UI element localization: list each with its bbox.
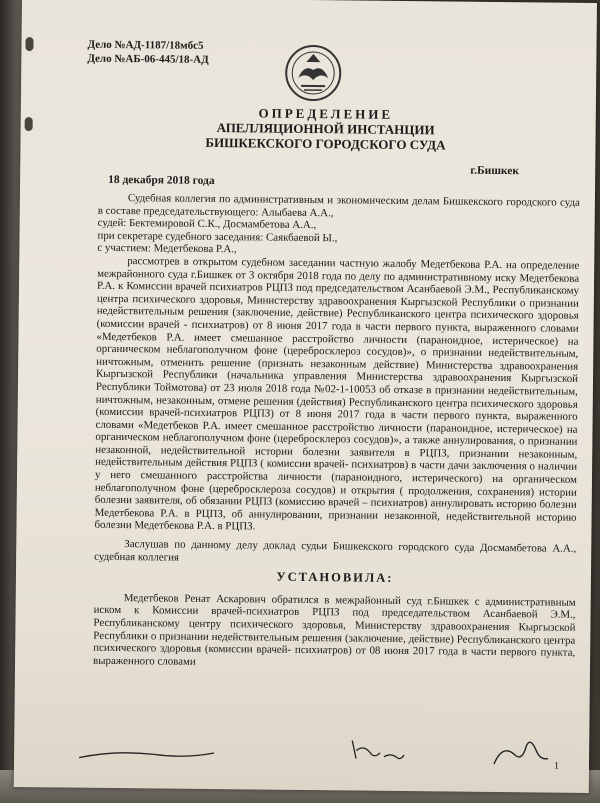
page-number: 1 [553, 760, 560, 772]
document-page [14, 0, 597, 793]
paragraph: Медетбеков Ренат Аскарович обратился в межрайонный суд г.Бишкек с административным иском к Комиссии врачей-психиатров РЦПЗ под председательством Асанбаевой Э.М., Республиканскому центру психического здоровья, Министерству здравоохранения Кыргызской Республики о признании недействительным решения (заключение, действие) Республиканского центра психического здоровья (комиссии врачей- психиатров) от 08 июня 2017 года в части первого пункта, выраженного словами [93, 591, 576, 668]
document-body [93, 192, 580, 672]
title-line: АПЕЛЛЯЦИОННОЙ ИНСТАНЦИИ [216, 120, 435, 138]
document-title [90, 104, 560, 154]
section-heading: УСТАНОВИЛА: [276, 569, 394, 586]
state-emblem-icon [284, 42, 343, 105]
punch-hole [25, 37, 33, 51]
case-numbers [87, 38, 209, 67]
paragraph: судей: Бектемировой С.К., Досмамбетова А.А., [97, 216, 317, 232]
title-line: БИШКЕКСКОГО ГОРОДСКОГО СУДА [205, 134, 446, 153]
case-number: Дело №АБ-06-445/18-АД [87, 52, 209, 66]
document-date: 18 декабря 2018 года [108, 173, 215, 188]
paragraph: с участием: Медетбекова Р.А., [97, 242, 237, 256]
title-line: ОПРЕДЕЛЕНИЕ [258, 105, 394, 122]
case-number: Дело №АД-1187/18мбс5 [87, 38, 204, 52]
signature [352, 740, 404, 759]
punch-hole [25, 117, 33, 131]
signatures [74, 720, 564, 775]
signature [79, 752, 214, 759]
paragraph: Судебная коллегия по административным и экономическим делам Бишкекского городского суда в составе председательствующего: Алыбаева А.А., [97, 192, 580, 219]
city: г.Бишкек [470, 164, 520, 178]
paragraph: рассмотрев в открытом судебном заседании частную жалобу Медетбекова Р.А. на определение межрайонного суда г.Бишкек от 3 октября 2018 года по делу по административному иску Медетбекова Р.А. к Комиссии врачей психиатров РЦПЗ под председательством Асанбаевой Э.М., Республиканскому центра психического здоровья, Министерству здравоохранения Кыргызской Республики о признании недействительным решения (заключение, действие) Республиканского центра психического здоровья (комиссии врачей - психиатров) от 8 июня 2017 года в части первого пункта, выраженного словами «Медетбеков Р.А. имеет смешанное расстройство личности (параноидное, истерическое) на органическом неблагополучном фоне (церебросклероз сосудов)», о признании недействительным, ничтожным, отменить решение (признать незаконным действие) Министерства здравоохранения Кыргызской Республики (начальника управления Министерства здравоохранения Кыргызской Республики Тоймотова) от 23 июля 2018 года №02-1-10053 об отказе в признании недействительным, ничтожным, незаконным, отмене решения (действия) Республиканского центра психического здоровья (комиссии врачей-психиатров РЦПЗ) от 8 июня 2017 года в части первого пункта, выраженного словами «Медетбеков Р.А. имеет смешанное расстройство личности (параноидное, истерическое) на органическом неблагополучном фоне (церебросклероз сосудов)», а также аннулирования, о признании незаконной, недействительной истории болезни заявителя в РЦПЗ, признании незаконным, недействительным действия РЦПЗ ( комиссии врачей- психиатров) в части дачи заключения о наличии у него смешанного расстройства личности (параноидного, истерического) на органическом неблагополучном фоне (церебросклероза сосудов) и открытия ( продолжения, сохранения) истории болезни заявителя, об обязании РЦПЗ (комиссию врачей – психиатров) аннулировать историю болезни Медетбекова Р.А. в РЦПЗ, об аннулировании, признании незаконной, недействительной историю болезни Медетбекова Р.А. в РЦПЗ. [94, 255, 580, 533]
paragraph: при секретаре судебного заседания: Саякбаевой Ы., [97, 229, 338, 245]
paragraph: Заслушав по данному делу доклад судьи Бишкекского городского суда Досмамбетова А.А., судебная коллегия [94, 538, 577, 564]
signature [494, 742, 548, 765]
